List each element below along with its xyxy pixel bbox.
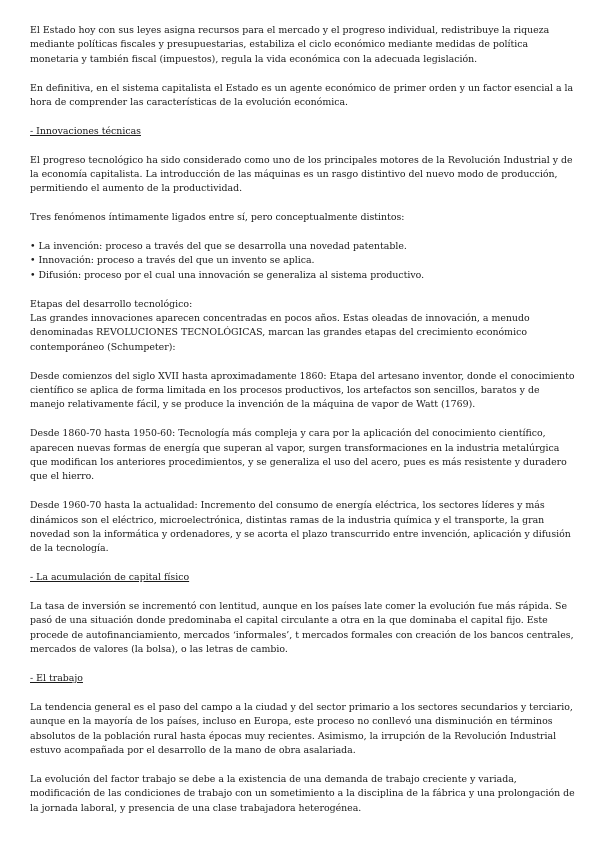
- spacer: [30, 687, 576, 701]
- section-heading-trabajo: - El trabajo: [30, 673, 83, 685]
- spacer: [30, 283, 576, 297]
- list-item: [30, 254, 576, 268]
- paragraph-tendencia-general: La tendencia general es el paso del campo a la ciudad y del sector primario a los sectores secundarios y terciario, aunque en la mayoría de los países, incluso en Europa, este proceso no conllevó una disminución en términos absolutos de la población rural hasta épocas muy recientes. Asimismo, la irrupción de la Revolución Industrial estuvo acompañada por el desarrollo de la mano de obra asalariada.: [30, 701, 573, 757]
- paragraph-tasa-inversion: La tasa de inversión se incrementó con lentitud, aunque en los países late comer la evolución fue más rápida. Se pasó de una situación donde predominaba el capital circulante a otra en la que dominaba el capital fijo. Este procede de autofinanciamiento, mercados ‘informales’, t mercados formales con creación de los bancos centrales, mercados de valores (la bolsa), o las letras de cambio.: [30, 601, 574, 656]
- list-item: [30, 240, 576, 254]
- paragraph-etapa-1: Desde comienzos del siglo XVII hasta aproximadamente 1860: Etapa del artesano inventor, donde el conocimiento científico se aplica de forma limitada en los procesos productivos, los artefactos son sencillos, baratos y de manejo relativamente fácil, y se produce la invención de la máquina de vapor de Watt (1769).: [30, 370, 575, 411]
- spacer: [30, 226, 576, 240]
- bullet-icon: •: [30, 241, 36, 253]
- spacer: [30, 485, 576, 499]
- paragraph-etapa-2: Desde 1860-70 hasta 1950-60: Tecnología más compleja y cara por la aplicación del conocimiento científico, aparecen nuevas formas de energía que superan al vapor, surgen transformaciones en la industria metalúrgica que modifican los anteriores procedimientos, y se generaliza el uso del acero, pues es más resistente y duradero que el hierro.: [30, 428, 567, 483]
- spacer: [30, 110, 576, 124]
- paragraph-evolucion-trabajo: La evolución del factor trabajo se debe a la existencia de una demanda de trabajo creciente y variada, modificación de las condiciones de trabajo con un sometimiento a la disciplina de la fábrica y una prolongación de la jornada laboral, y presencia de una clase trabajadora heterogénea.: [30, 773, 575, 814]
- paragraph-progreso-tecnologico: El progreso tecnológico ha sido considerado como uno de los principales motores de la Revolución Industrial y de la economía capitalista. La introducción de las máquinas es un rasgo distintivo del nuevo modo de producción, permitiendo el aumento de la productividad.: [30, 154, 573, 195]
- etapas-title: Etapas del desarrollo tecnológico:: [30, 298, 193, 310]
- spacer: [30, 355, 576, 369]
- list-item-text: Innovación: proceso a través del que un invento se aplica.: [38, 255, 315, 267]
- spacer: [30, 557, 576, 571]
- spacer: [30, 139, 576, 153]
- bullet-icon: •: [30, 255, 36, 267]
- spacer: [30, 586, 576, 600]
- paragraph-etapas-intro: Las grandes innovaciones aparecen concentradas en pocos años. Estas oleadas de innovación, a menudo denominadas REVOLUCIONES TECNOLÓGICAS, marcan las grandes etapas del crecimiento económico contemporáneo (Schumpeter):: [30, 313, 530, 353]
- spacer: [30, 413, 576, 427]
- section-heading-capital: - La acumulación de capital físico: [30, 572, 190, 584]
- phenomena-list: [30, 240, 576, 283]
- spacer: [30, 67, 576, 81]
- list-item: [30, 269, 576, 283]
- bullet-icon: •: [30, 269, 36, 281]
- list-item-text: Difusión: proceso por el cual una innovación se generaliza al sistema productivo.: [38, 269, 425, 281]
- paragraph-etapa-3: Desde 1960-70 hasta la actualidad: Incremento del consumo de energía eléctrica, los sectores líderes y más dinámicos son el eléctrico, microelectrónica, distintas ramas de la industria química y el transporte, la gran novedad son la informática y ordenadores, y se acorta el plazo transcurrido entre invención, aplicación y difusión de la tecnología.: [30, 500, 571, 555]
- intro-paragraph-state-role: El Estado hoy con sus leyes asigna recursos para el mercado y el progreso individual, redistribuye la riqueza mediante políticas fiscales y presupuestarias, estabiliza el ciclo económico mediante medidas de política monetaria y también fiscal (impuestos), regula la vida económica con la adecuada legislación.: [30, 25, 550, 65]
- intro-paragraph-capitalism: En definitiva, en el sistema capitalista el Estado es un agente económico de primer orden y un factor esencial a la hora de comprender las características de la evolución económica.: [30, 82, 574, 109]
- paragraph-tres-fenomenos: Tres fenómenos íntimamente ligados entre sí, pero conceptualmente distintos:: [30, 212, 405, 224]
- list-item-text: La invención: proceso a través del que se desarrolla una novedad patentable.: [38, 241, 407, 253]
- spacer: [30, 759, 576, 773]
- spacer: [30, 197, 576, 211]
- spacer: [30, 658, 576, 672]
- section-heading-innovaciones: - Innovaciones técnicas: [30, 125, 141, 137]
